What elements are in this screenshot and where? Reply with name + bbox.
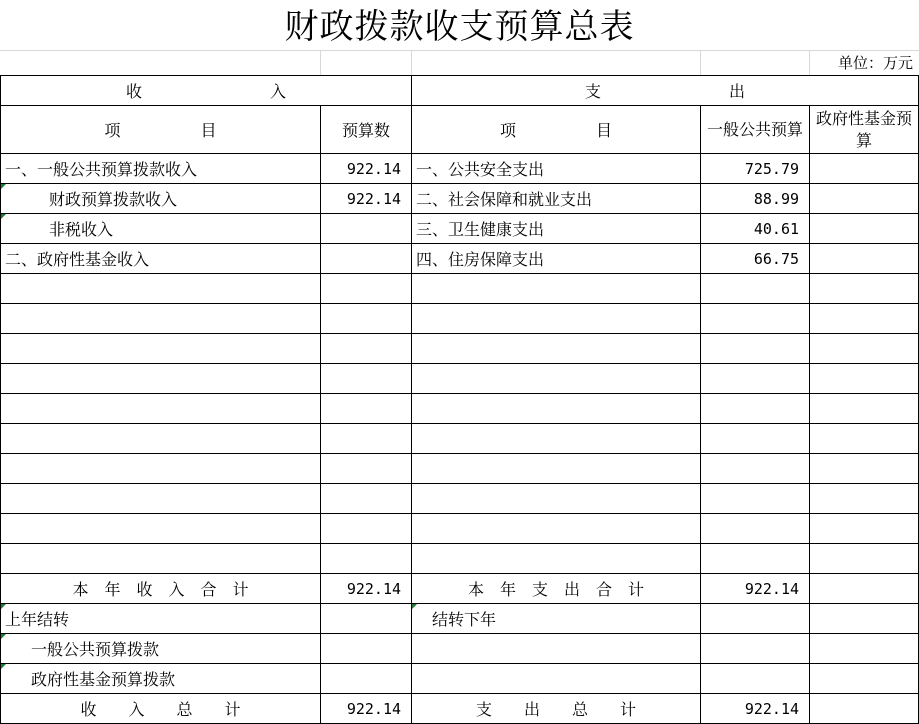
empty-cell[interactable] <box>701 364 810 394</box>
carry-out-label[interactable]: 结转下年 <box>412 604 701 634</box>
empty-row <box>1 334 919 364</box>
empty-cell[interactable] <box>810 604 919 634</box>
empty-cell[interactable] <box>321 274 412 304</box>
empty-cell[interactable] <box>412 514 701 544</box>
empty-cell[interactable] <box>321 544 412 574</box>
table-row <box>1 244 919 274</box>
empty-row <box>1 514 919 544</box>
empty-cell[interactable] <box>1 334 321 364</box>
budget-table <box>0 75 919 724</box>
income-item[interactable]: 财政预算拨款收入 <box>1 184 321 214</box>
empty-cell[interactable] <box>321 424 412 454</box>
empty-cell[interactable] <box>321 484 412 514</box>
empty-cell[interactable] <box>701 274 810 304</box>
empty-cell[interactable] <box>810 304 919 334</box>
faint-gridline <box>320 50 321 75</box>
empty-cell[interactable] <box>701 634 810 664</box>
empty-cell[interactable] <box>321 634 412 664</box>
empty-cell[interactable] <box>701 604 810 634</box>
faint-gridline <box>411 50 412 75</box>
year-expense-total[interactable]: 922.14 <box>701 574 810 604</box>
income-item[interactable]: 非税收入 <box>1 214 321 244</box>
year-total-row <box>1 574 919 604</box>
income-grand-label: 收 入 总 计 <box>1 694 321 724</box>
empty-cell[interactable] <box>810 694 919 724</box>
empty-cell[interactable] <box>701 424 810 454</box>
empty-cell[interactable] <box>810 364 919 394</box>
expense-fund[interactable] <box>810 214 919 244</box>
empty-cell[interactable] <box>810 484 919 514</box>
table-row <box>1 214 919 244</box>
income-item[interactable]: 一、一般公共预算拨款收入 <box>1 154 321 184</box>
faint-gridline <box>0 50 919 51</box>
income-amount[interactable]: 922.14 <box>321 154 412 184</box>
carry-row <box>1 634 919 664</box>
faint-gridline <box>700 50 701 75</box>
empty-cell[interactable] <box>412 274 701 304</box>
empty-row <box>1 364 919 394</box>
expense-fund[interactable] <box>810 184 919 214</box>
expense-fund[interactable] <box>810 154 919 184</box>
general-budget-header: 一般公共预算 <box>701 106 810 154</box>
empty-cell[interactable] <box>701 334 810 364</box>
empty-cell[interactable] <box>701 664 810 694</box>
carry-general-label[interactable]: 一般公共预算拨款 <box>1 634 321 664</box>
empty-cell[interactable] <box>810 334 919 364</box>
empty-cell[interactable] <box>321 604 412 634</box>
empty-cell[interactable] <box>810 664 919 694</box>
income-budget-header: 预算数 <box>321 106 412 154</box>
empty-cell[interactable] <box>810 514 919 544</box>
year-income-total-label: 本 年 收 入 合 计 <box>1 574 321 604</box>
expense-amount[interactable]: 40.61 <box>701 214 810 244</box>
empty-cell[interactable] <box>810 454 919 484</box>
empty-cell[interactable] <box>810 274 919 304</box>
empty-cell[interactable] <box>321 664 412 694</box>
expense-item[interactable]: 三、卫生健康支出 <box>412 214 701 244</box>
expense-grand-total[interactable]: 922.14 <box>701 694 810 724</box>
empty-row <box>1 544 919 574</box>
expense-item[interactable]: 四、住房保障支出 <box>412 244 701 274</box>
empty-cell[interactable] <box>1 514 321 544</box>
empty-row <box>1 484 919 514</box>
empty-cell[interactable] <box>412 334 701 364</box>
expense-item-header: 项 目 <box>412 106 701 154</box>
empty-cell[interactable] <box>1 424 321 454</box>
empty-cell[interactable] <box>321 334 412 364</box>
empty-cell[interactable] <box>412 544 701 574</box>
empty-row <box>1 274 919 304</box>
empty-cell[interactable] <box>701 304 810 334</box>
empty-cell[interactable] <box>810 574 919 604</box>
column-header-row <box>1 106 919 154</box>
empty-cell[interactable] <box>810 544 919 574</box>
empty-row <box>1 304 919 334</box>
empty-cell[interactable] <box>412 304 701 334</box>
income-header: 收 入 <box>1 76 412 106</box>
empty-cell[interactable] <box>701 544 810 574</box>
empty-cell[interactable] <box>1 304 321 334</box>
expense-item[interactable]: 二、社会保障和就业支出 <box>412 184 701 214</box>
empty-cell[interactable] <box>810 634 919 664</box>
carry-in-label[interactable]: 上年结转 <box>1 604 321 634</box>
empty-cell[interactable] <box>1 364 321 394</box>
empty-row <box>1 424 919 454</box>
empty-cell[interactable] <box>1 484 321 514</box>
table-row <box>1 154 919 184</box>
empty-cell[interactable] <box>412 394 701 424</box>
empty-cell[interactable] <box>810 424 919 454</box>
page-title: 财政拨款收支预算总表 <box>284 7 635 47</box>
empty-row <box>1 454 919 484</box>
income-amount[interactable] <box>321 244 412 274</box>
expense-amount[interactable]: 88.99 <box>701 184 810 214</box>
expense-header: 支 出 <box>412 76 919 106</box>
empty-cell[interactable] <box>321 394 412 424</box>
year-expense-total-label: 本 年 支 出 合 计 <box>412 574 701 604</box>
empty-cell[interactable] <box>321 304 412 334</box>
income-item[interactable]: 二、政府性基金收入 <box>1 244 321 274</box>
empty-cell[interactable] <box>701 484 810 514</box>
empty-cell[interactable] <box>1 544 321 574</box>
income-amount[interactable]: 922.14 <box>321 184 412 214</box>
section-header-row <box>1 76 919 106</box>
empty-cell[interactable] <box>1 394 321 424</box>
expense-amount[interactable]: 725.79 <box>701 154 810 184</box>
empty-cell[interactable] <box>321 454 412 484</box>
unit-label: 单位：万元 <box>837 54 913 72</box>
empty-cell[interactable] <box>1 454 321 484</box>
income-grand-total[interactable]: 922.14 <box>321 694 412 724</box>
empty-cell[interactable] <box>321 364 412 394</box>
empty-cell[interactable] <box>412 484 701 514</box>
empty-cell[interactable] <box>412 424 701 454</box>
carry-row <box>1 664 919 694</box>
carry-row <box>1 604 919 634</box>
faint-gridline <box>809 50 810 75</box>
empty-cell[interactable] <box>701 454 810 484</box>
empty-cell[interactable] <box>1 274 321 304</box>
expense-amount[interactable]: 66.75 <box>701 244 810 274</box>
income-amount[interactable] <box>321 214 412 244</box>
expense-fund[interactable] <box>810 244 919 274</box>
income-item-header: 项 目 <box>1 106 321 154</box>
empty-cell[interactable] <box>810 394 919 424</box>
carry-fund-label[interactable]: 政府性基金预算拨款 <box>1 664 321 694</box>
empty-cell[interactable] <box>412 664 701 694</box>
empty-cell[interactable] <box>412 454 701 484</box>
year-income-total[interactable]: 922.14 <box>321 574 412 604</box>
empty-cell[interactable] <box>412 634 701 664</box>
expense-grand-label: 支 出 总 计 <box>412 694 701 724</box>
empty-cell[interactable] <box>701 514 810 544</box>
empty-cell[interactable] <box>701 394 810 424</box>
empty-cell[interactable] <box>412 364 701 394</box>
table-row <box>1 184 919 214</box>
gov-fund-header: 政府性基金预算 <box>810 106 919 154</box>
empty-row <box>1 394 919 424</box>
grand-total-row <box>1 694 919 724</box>
empty-cell[interactable] <box>321 514 412 544</box>
expense-item[interactable]: 一、公共安全支出 <box>412 154 701 184</box>
